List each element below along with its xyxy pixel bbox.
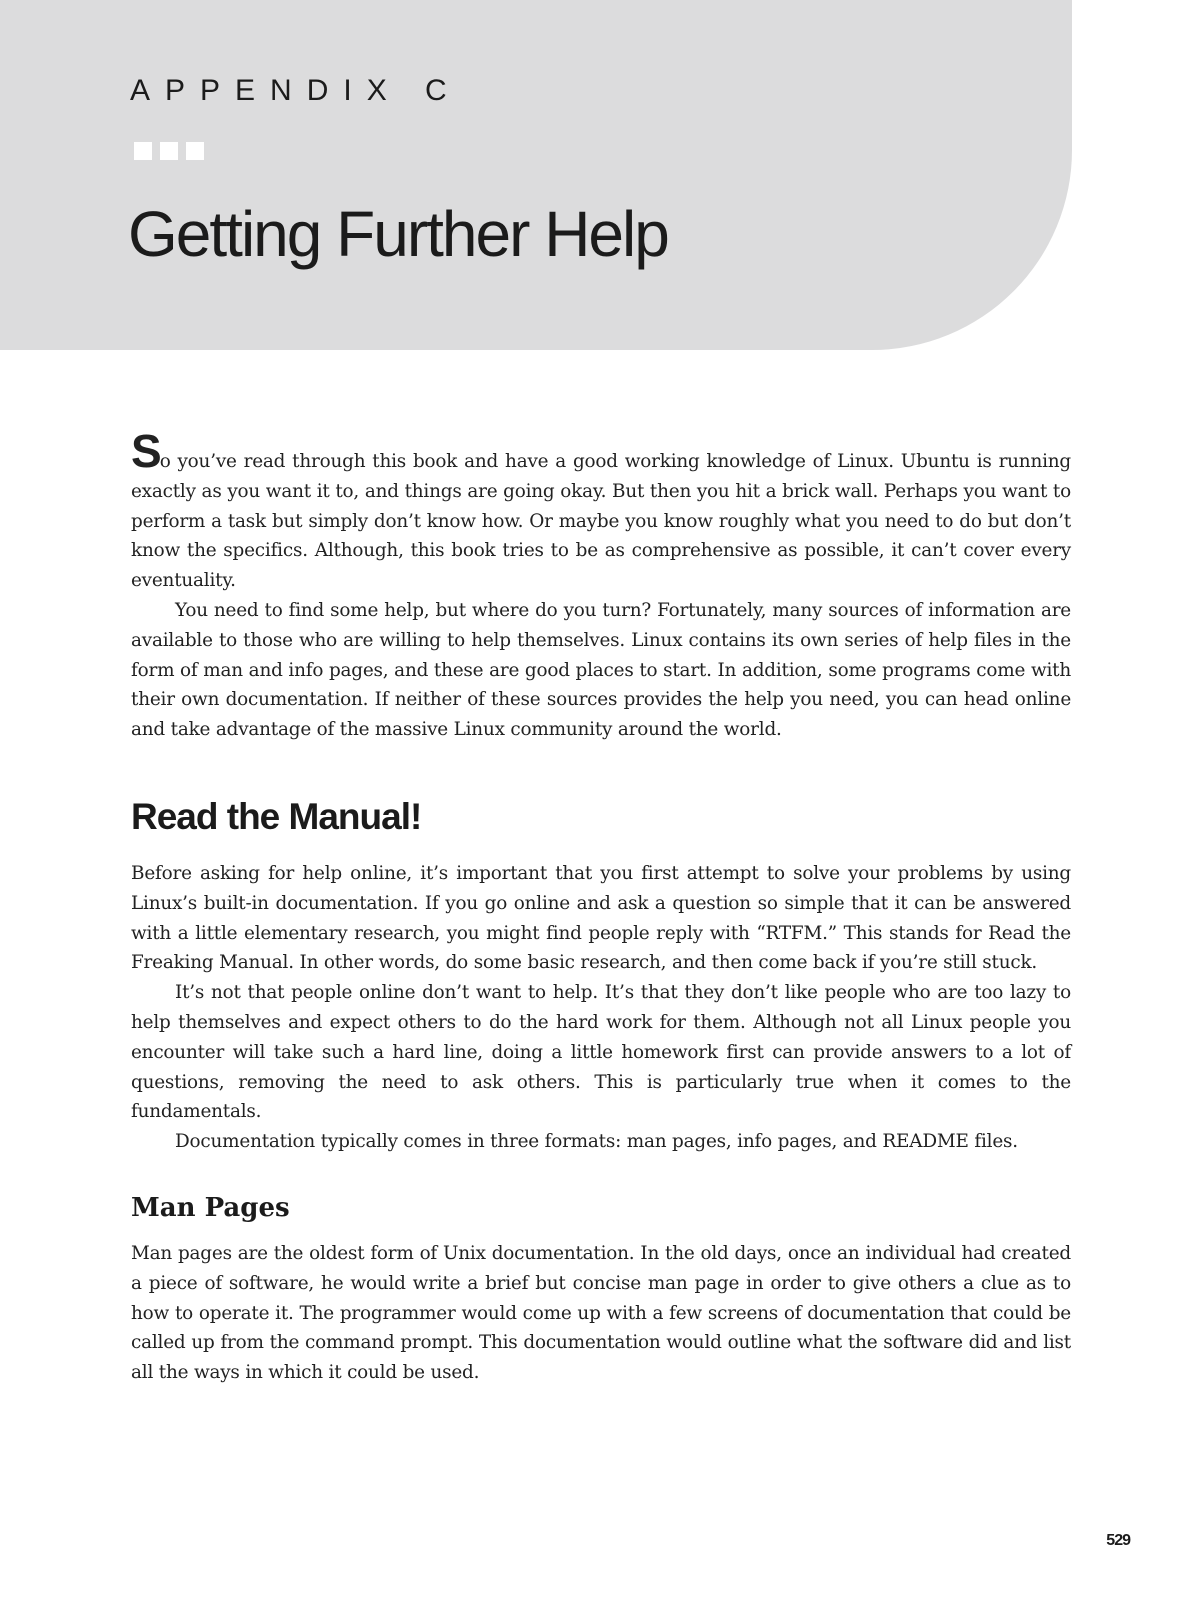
section-heading-read-manual: Read the Manual! — [131, 795, 422, 837]
appendix-label: APPENDIX C — [130, 74, 462, 107]
intro-paragraph — [131, 425, 1071, 596]
decorative-squares — [134, 142, 204, 160]
square-icon — [134, 142, 152, 160]
square-icon — [160, 142, 178, 160]
subsection-heading-man-pages: Man Pages — [131, 1192, 290, 1223]
read-manual-paragraph-1: Before asking for help online, it’s important that you first attempt to solve your problems by using Linux’s built-in documentation. If you go online and ask a question so simple that it can be answered with a little elementary research, you might find people reply with “RTFM.” This stands for Read the Freaking Manual. In other words, do some basic research, and then come back if you’re still stuck. — [131, 862, 1071, 974]
read-manual-paragraph-3: Documentation typically comes in three formats: man pages, info pages, and README files. — [175, 1131, 1018, 1153]
read-manual-paragraph-2: It’s not that people online don’t want to help. It’s that they don’t like people who are too lazy to help themselves and expect others to do the hard work for them. Although not all Linux people you encounter will take such a hard line, doing a little homework first can provide answers to a lot of questions, removing the need to ask others. This is particularly true when it comes to the fundamentals. — [131, 982, 1071, 1123]
intro-paragraph-text: o you’ve read through this book and have a good working knowledge of Linux. Ubuntu is running exactly as you want it to, and things are going okay. But then you hit a brick wall. Perhaps you want to perform a task but simply don’t know how. Or maybe you know roughly what you need to do but don’t know the specifics. Although, this book tries to be as comprehensive as possible, it can’t cover every eventuality. — [131, 451, 1071, 592]
page-number: 529 — [1106, 1532, 1130, 1549]
square-icon — [186, 142, 204, 160]
chapter-title: Getting Further Help — [128, 198, 668, 270]
drop-cap: S — [131, 425, 160, 477]
page-body — [131, 425, 1071, 1388]
intro-paragraph-2: You need to find some help, but where do you turn? Fortunately, many sources of information are available to those who are willing to help themselves. Linux contains its own series of help files in the form of man and info pages, and these are good places to start. In addition, some programs come with their own documentation. If neither of these sources provides the help you need, you can head online and take advantage of the massive Linux community around the world. — [131, 599, 1071, 741]
man-pages-paragraph-1: Man pages are the oldest form of Unix documentation. In the old days, once an individual had created a piece of software, he would write a brief but concise man page in order to give others a clue as to how to operate it. The programmer would come up with a few screens of documentation that could be called up from the command prompt. This documentation would outline what the software did and list all the ways in which it could be used. — [131, 1242, 1071, 1384]
chapter-banner — [0, 0, 1072, 350]
